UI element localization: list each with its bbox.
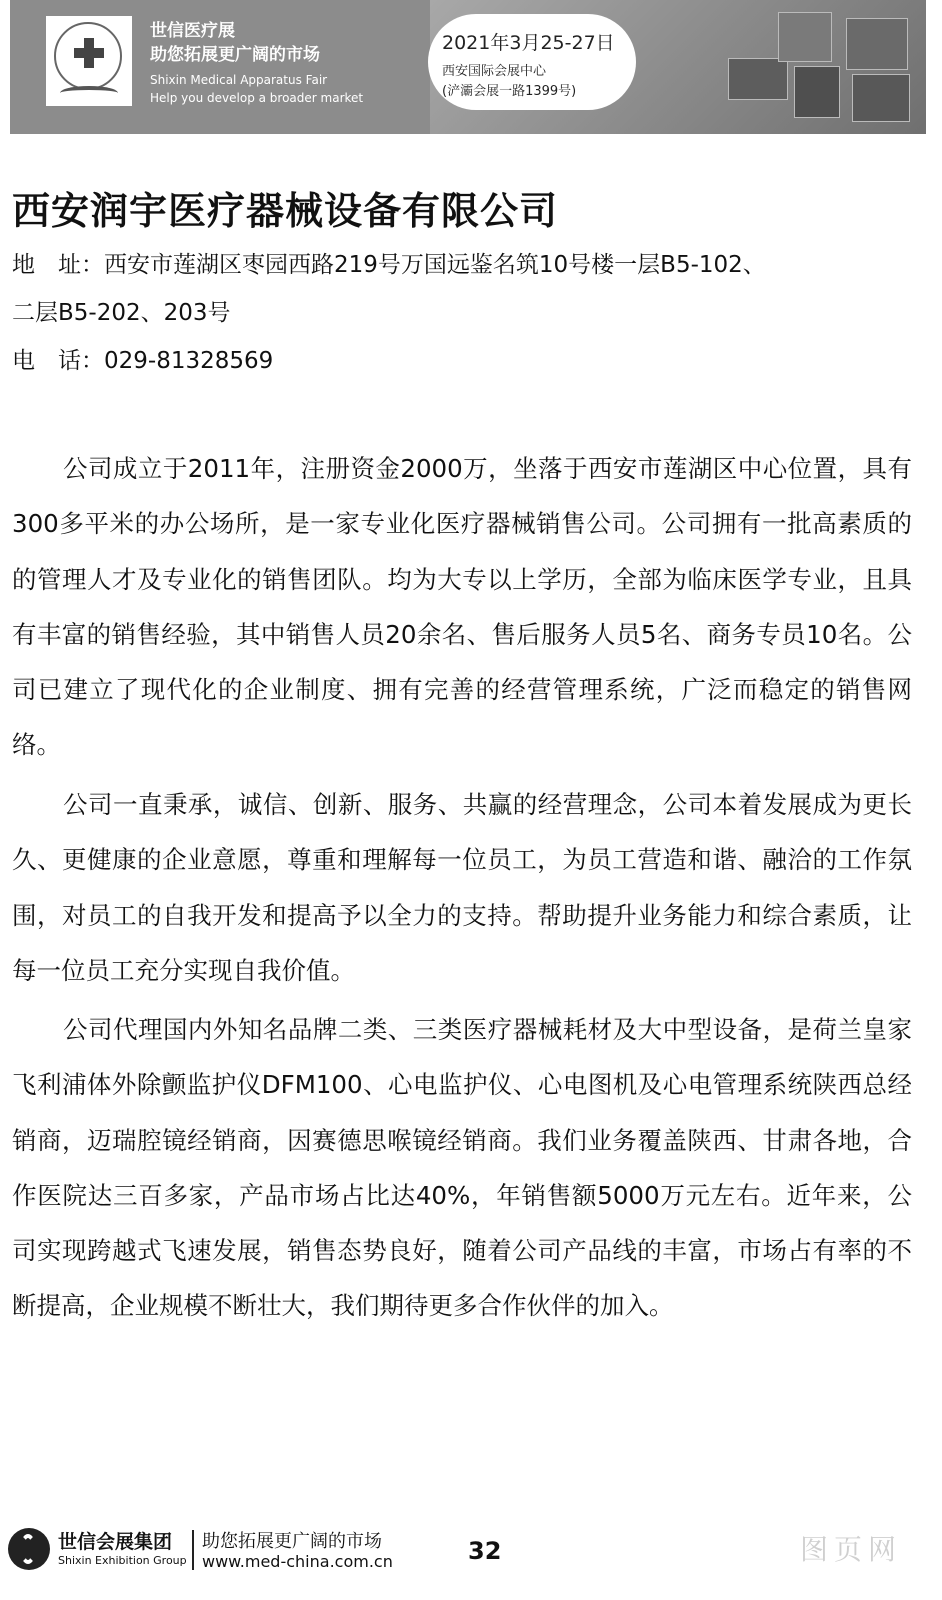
banner-cn-title: 世信医疗展 — [150, 21, 235, 41]
paragraph-intro: 公司成立于2011年，注册资金2000万，坐落于西安市莲湖区中心位置，具有300多平米的办公场所，是一家专业化医疗器械销售公司。公司拥有一批高素质的的管理人才及专业化的销售团队。均为大专以上学历，全部为临床医学专业，且具有丰富的销售经验，其中销售人员20余名、售后服务人员5名、商务专员10名。公司已建立了现代化的企业制度、拥有完善的经营管理系统，广泛而稳定的销售网络。 — [12, 454, 912, 760]
medical-cross-icon — [74, 38, 104, 68]
company-name: 西安润宇医疗器械设备有限公司 — [12, 189, 559, 233]
logo-wing-icon — [60, 86, 118, 100]
equipment-photo — [852, 74, 910, 122]
page-number: 32 — [468, 1537, 502, 1565]
equipment-photo — [794, 66, 840, 118]
company-phone: 电 话：029-81328569 — [12, 348, 274, 374]
company-address-line-1: 地 址：西安市莲湖区枣园西路219号万国远鉴名筑10号楼一层B5-102、 — [12, 252, 766, 278]
banner-date-panel — [428, 14, 636, 110]
equipment-photo — [728, 58, 788, 100]
group-logo-icon — [8, 1528, 50, 1570]
banner-en-title: Shixin Medical Apparatus Fair — [150, 73, 328, 87]
banner-cn-slogan: 助您拓展更广阔的市场 — [150, 45, 320, 65]
banner-venue-address: (浐灞会展一路1399号) — [442, 84, 577, 99]
watermark: 图页网 — [800, 1533, 903, 1566]
footer-group-name: 世信会展集团 — [58, 1531, 173, 1553]
company-address-line-2: 二层B5-202、203号 — [12, 300, 231, 326]
equipment-photo — [846, 18, 908, 70]
footer-url[interactable]: www.med-china.com.cn — [202, 1552, 393, 1571]
banner-venue: 西安国际会展中心 — [442, 64, 547, 79]
fair-banner — [10, 0, 926, 134]
footer-slogan: 助您拓展更广阔的市场 — [202, 1531, 382, 1552]
equipment-photos — [720, 8, 920, 128]
footer-group-en: Shixin Exhibition Group — [58, 1554, 187, 1567]
banner-date: 2021年3月25-27日 — [442, 32, 615, 54]
banner-en-slogan: Help you develop a broader market — [150, 91, 364, 105]
paragraph-philosophy: 公司一直秉承，诚信、创新、服务、共赢的经营理念，公司本着发展成为更长久、更健康的企业意愿，尊重和理解每一位员工，为员工营造和谐、融洽的工作氛围，对员工的自我开发和提高予以全力的支持。帮助提升业务能力和综合素质，让每一位员工充分实现自我价值。 — [12, 790, 912, 985]
equipment-photo — [778, 12, 832, 62]
paragraph-products: 公司代理国内外知名品牌二类、三类医疗器械耗材及大中型设备，是荷兰皇家飞利浦体外除颤监护仪DFM100、心电监护仪、心电图机及心电管理系统陕西总经销商，迈瑞腔镜经销商，因赛德思喉镜经销商。我们业务覆盖陕西、甘肃各地，合作医院达三百多家，产品市场占比达40%，年销售额5000万元左右。近年来，公司实现跨越式飞速发展，销售态势良好，随着公司产品线的丰富，市场占有率的不断提高，企业规模不断壮大，我们期待更多合作伙伴的加入。 — [12, 1015, 912, 1321]
fair-logo — [46, 16, 132, 106]
footer-divider — [192, 1530, 194, 1570]
